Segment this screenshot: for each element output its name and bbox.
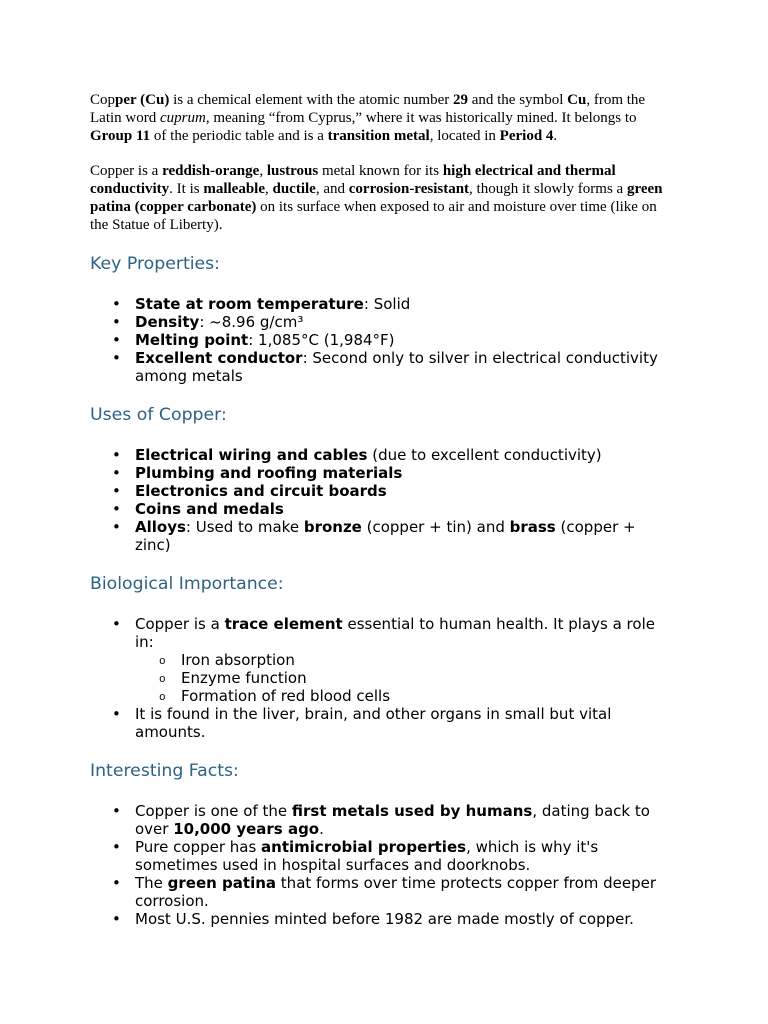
section-heading-key-properties: Key Properties: bbox=[90, 254, 220, 274]
list-item bbox=[135, 331, 668, 349]
bold-text: Cu bbox=[567, 92, 587, 108]
bold-text: bronze bbox=[303, 518, 362, 536]
text-run: that forms over time protects copper from deeper corrosion. bbox=[135, 874, 657, 910]
text-run: , and bbox=[315, 181, 349, 197]
text-run: : Used to make bbox=[185, 518, 304, 536]
text-run: is a chemical element with the atomic number bbox=[169, 92, 453, 108]
list-item bbox=[135, 295, 668, 313]
text-run: , meaning “from Cyprus,” where it was historically mined. It belongs to bbox=[205, 110, 637, 126]
bold-text: green patina bbox=[167, 874, 277, 892]
bold-text: corrosion-resistant bbox=[348, 181, 470, 197]
biological-importance-list bbox=[90, 615, 677, 741]
text-run: , though it slowly forms a bbox=[469, 181, 627, 197]
list-item bbox=[135, 615, 668, 705]
list-item-text bbox=[135, 705, 611, 741]
text-run: , bbox=[259, 163, 267, 179]
list-item-text bbox=[135, 838, 598, 874]
text-run: . It is bbox=[169, 181, 204, 197]
list-item-text bbox=[135, 910, 634, 928]
list-item bbox=[135, 705, 668, 741]
list-item bbox=[135, 910, 668, 928]
text-run: of the periodic table and is a bbox=[150, 128, 328, 144]
section-heading-interesting-facts: Interesting Facts: bbox=[90, 761, 239, 781]
text-run: Copper is a bbox=[135, 615, 225, 633]
bold-text: Melting point bbox=[135, 331, 249, 349]
list-item-text bbox=[135, 464, 402, 482]
list-item-text bbox=[135, 802, 650, 838]
list-item bbox=[135, 500, 668, 518]
sub-list-item: o Iron absorption bbox=[181, 651, 668, 669]
list-item-text bbox=[135, 295, 410, 313]
list-item-text bbox=[135, 331, 395, 349]
bold-text: Period 4 bbox=[499, 128, 554, 144]
list-item bbox=[135, 802, 668, 838]
bold-text: green patina (copper carbonate) bbox=[90, 181, 663, 215]
text-run: , dating back to over bbox=[135, 802, 650, 838]
bold-text: brass bbox=[509, 518, 556, 536]
sub-list-item: o Enzyme function bbox=[181, 669, 668, 687]
text-run: and the symbol bbox=[467, 92, 568, 108]
text-run: (due to excellent conductivity) bbox=[367, 446, 602, 464]
text-run: : 1,085°C (1,984°F) bbox=[248, 331, 395, 349]
list-item-text bbox=[135, 874, 656, 910]
text-run: , located in bbox=[429, 128, 500, 144]
list-item bbox=[135, 446, 668, 464]
list-item bbox=[135, 518, 668, 554]
list-item-text bbox=[135, 518, 636, 554]
text-run: Copper is a bbox=[90, 163, 163, 179]
bold-text: 10,000 years ago bbox=[173, 820, 320, 838]
section-heading-biological-importance: Biological Importance: bbox=[90, 574, 284, 594]
text-run: essential to human health. It plays a role in: bbox=[135, 615, 655, 651]
bold-text: reddish-orange bbox=[162, 163, 260, 179]
bold-text: lustrous bbox=[266, 163, 319, 179]
text-run: , which is why it's sometimes used in hospital surfaces and doorknobs. bbox=[135, 838, 599, 874]
text-run: . bbox=[319, 820, 324, 838]
bold-text: transition metal bbox=[327, 128, 430, 144]
bold-text: Plumbing and roofing materials bbox=[135, 464, 403, 482]
sub-list-item: o Formation of red blood cells bbox=[181, 687, 668, 705]
document-body bbox=[90, 91, 677, 928]
sub-bullet-list bbox=[135, 651, 668, 705]
bold-text: State at room temperature bbox=[135, 295, 364, 313]
text-run: : Solid bbox=[363, 295, 411, 313]
text-run: The bbox=[135, 874, 168, 892]
list-item-text bbox=[135, 446, 602, 464]
list-item-text bbox=[135, 349, 658, 385]
text-run: on its surface when exposed to air and moisture over time (like on the Statue of Liberty). bbox=[90, 199, 657, 233]
list-item bbox=[135, 838, 668, 874]
bold-text: trace element bbox=[224, 615, 343, 633]
section-heading-uses: Uses of Copper: bbox=[90, 405, 227, 425]
bold-text: Alloys bbox=[135, 518, 186, 536]
bold-text: Density bbox=[135, 313, 200, 331]
bold-text: Group 11 bbox=[90, 128, 151, 144]
text-run: (copper + tin) and bbox=[361, 518, 510, 536]
list-item bbox=[135, 464, 668, 482]
interesting-facts-list bbox=[90, 802, 677, 928]
list-item-text bbox=[135, 482, 387, 500]
list-item bbox=[135, 482, 668, 500]
description-paragraph bbox=[90, 162, 673, 234]
bold-text: malleable bbox=[203, 181, 265, 197]
bold-text: high electrical and thermal conductivity bbox=[90, 163, 616, 197]
bold-text: Electrical wiring and cables bbox=[135, 446, 368, 464]
list-item bbox=[135, 313, 668, 331]
text-run: Pure copper has bbox=[135, 838, 262, 856]
bold-text: Electronics and circuit boards bbox=[135, 482, 387, 500]
list-item-text bbox=[135, 615, 655, 651]
text-run: It is found in the liver, brain, and other organs in small but vital amounts. bbox=[135, 705, 612, 741]
text-run: , bbox=[265, 181, 273, 197]
text-run: (copper + zinc) bbox=[135, 518, 636, 554]
bold-text: Coins and medals bbox=[135, 500, 284, 518]
text-run: . bbox=[553, 128, 558, 144]
bold-text: per (Cu) bbox=[115, 92, 170, 108]
list-item bbox=[135, 349, 668, 385]
text-run: Most U.S. pennies minted before 1982 are made mostly of copper. bbox=[135, 910, 634, 928]
bold-text: 29 bbox=[452, 92, 468, 108]
intro-paragraph bbox=[90, 91, 673, 145]
text-run: : ~8.96 g/cm³ bbox=[199, 313, 304, 331]
text-run: Copper is one of the bbox=[135, 802, 292, 820]
list-item-text bbox=[135, 313, 303, 331]
text-run: metal known for its bbox=[318, 163, 443, 179]
list-item-text bbox=[135, 500, 284, 518]
key-properties-list bbox=[90, 295, 677, 385]
uses-list bbox=[90, 446, 677, 554]
bold-text: ductile bbox=[272, 181, 316, 197]
bold-text: Excellent conductor bbox=[135, 349, 303, 367]
list-item bbox=[135, 874, 668, 910]
bold-text: antimicrobial properties bbox=[261, 838, 467, 856]
text-run: , from the Latin word bbox=[90, 92, 646, 126]
italic-text: cuprum bbox=[159, 110, 206, 126]
text-run: Cop bbox=[90, 92, 116, 108]
bold-text: first metals used by humans bbox=[291, 802, 533, 820]
text-run: : Second only to silver in electrical conductivity among metals bbox=[135, 349, 658, 385]
